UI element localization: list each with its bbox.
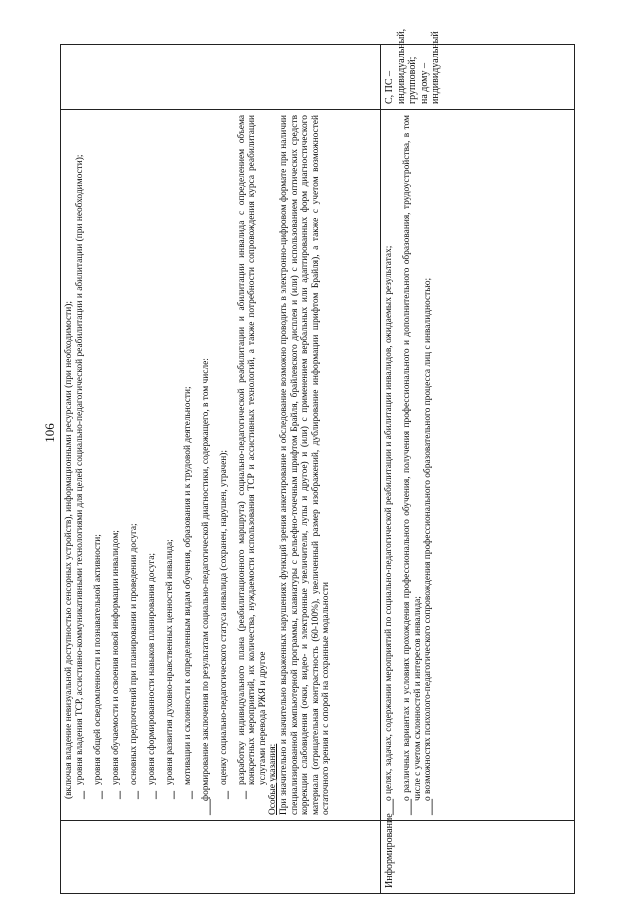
list-item: – уровня владения ТСР, ассистивно-коммуникативными технологиями для целей социально-педагогической реабилитации и абилитации (при необходимости); xyxy=(74,154,92,799)
list-item: — о целях, задачах, содержании мероприятий по социально-педагогической реабилитации и абилитации инвалидов, ожидаемых результатах; xyxy=(384,245,401,815)
service-label: Информирование xyxy=(384,813,395,888)
special-notes-title: Особые указания: xyxy=(268,743,279,815)
table-row-informing xyxy=(381,45,575,894)
row2-content-cell xyxy=(381,110,575,821)
list-item: – разработку индивидуального плана (реабилитационного маршрута) социально-педагогической реабилитации и абилитации инвалида с определением объема конкретных мероприятий, их количества, нуждаемости использования ТСР и ассистивных технологий, а также потребности сопровождения курса реабилитации услугами перевода РЖЯ и другое xyxy=(236,115,268,799)
rotated-table-sheet xyxy=(60,28,575,894)
row2-label-cell xyxy=(381,813,575,894)
row1-label-cell xyxy=(61,821,381,894)
row1-content-cell xyxy=(61,110,381,821)
list-item: – уровня обучаемости и освоения новой информации инвалидом; xyxy=(110,530,128,799)
page-number: 106 xyxy=(42,423,57,443)
list-item: – уровня развития духовно-нравственных ценностей инвалида; xyxy=(164,539,182,799)
special-notes-text: При значительно и значительно выраженных нарушениях функций зрения анкетирование и обследование возможно проводить в электронно-цифровом формате при наличии специализированной компьютерной программы, клавиатуры с рельефно-точечным шрифтом Брайля, брайлевского дисплея и (или) с использованием оптических средств коррекции слабовидения (очки, видео- и электронные увеличители, лупы и другое) и (или) с применением вербальных или адаптированных форм диагностического материала (отрицательная контрастность (60-100%), увеличенный размер изображений, дублирование информации шрифтом Брайля), а также с учетом возможностей остаточного зрения и с опорой на сохранные модальности xyxy=(278,115,332,815)
formation-paragraph: — формирование заключения по результатам социально-педагогической диагностики, содержащего, в том числе: xyxy=(200,358,218,815)
services-table xyxy=(60,28,575,894)
list-item: – основных предпочтений при планировании и проведении досуга; xyxy=(128,523,146,799)
list-item: – мотивации и склонности к определенным видам обучения, образования и к трудовой деятельности; xyxy=(182,386,200,799)
list-item: — о различных вариантах и условиях прохождения профессионального обучения, получения профессионального и дополнительного образования, трудоустройства, в том числе с учетом склонностей и интересов инвалида; xyxy=(402,115,423,815)
list-item: – оценку социально-педагогического статуса инвалида (сохранен, нарушен, утрачен); xyxy=(218,449,236,799)
list-item: – уровня сформированности навыков планирования досуга; xyxy=(146,553,164,799)
row1-forms-cell xyxy=(61,45,381,110)
list-item: — о возможностях психолого-педагогического сопровождения профессионального образовательного процесса лиц с инвалидностью; xyxy=(423,277,441,815)
row2-forms-cell xyxy=(381,28,575,110)
table-row-diagnostics xyxy=(61,45,381,894)
list-item: – уровня общей осведомленности и познавательной активности; xyxy=(92,534,110,799)
list-item: (включая владение невизуальной доступностью сенсорных устройств), информационными ресурсами (при необходимости); xyxy=(64,301,74,799)
service-forms: С, ПС – индивидуальный, групповой; на дому – индивидуальный xyxy=(384,28,441,104)
